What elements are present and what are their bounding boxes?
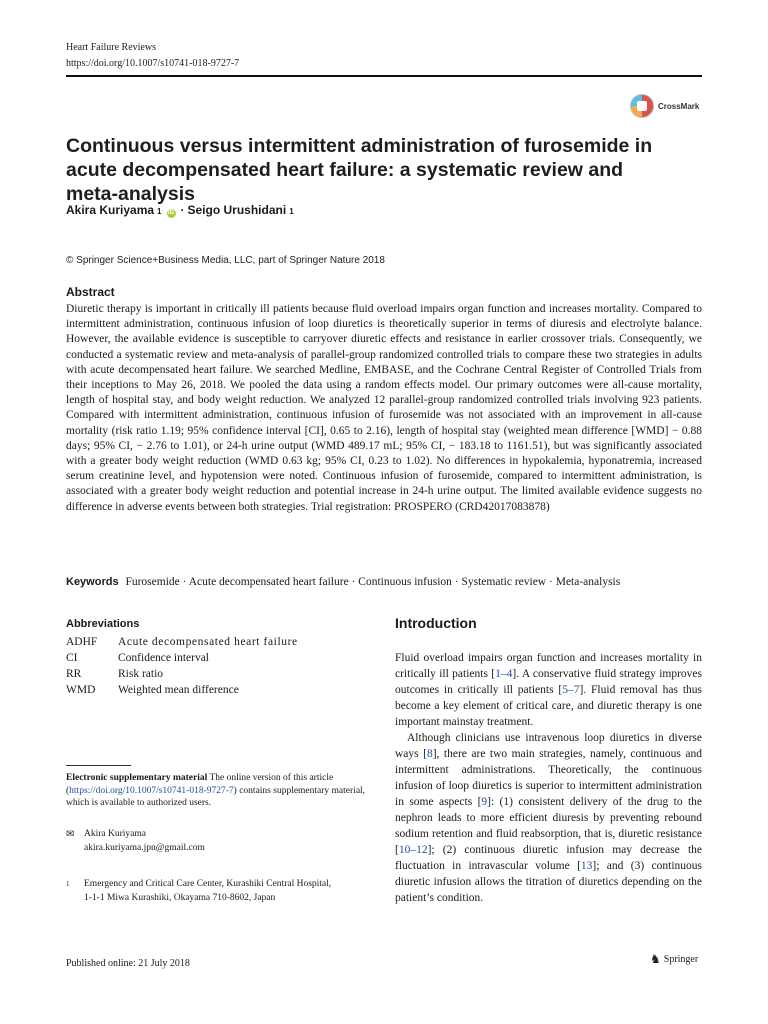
abbreviation-key: RR [66, 668, 82, 680]
keywords-list [125, 576, 620, 588]
abbreviation-value: Acute decompensated heart failure [118, 636, 298, 648]
abbreviation-row [66, 634, 316, 650]
abbreviation-value: Weighted mean difference [118, 684, 239, 696]
envelope-icon: ✉ [66, 829, 75, 840]
crossmark-badge[interactable] [630, 94, 699, 118]
introduction-paragraph [395, 730, 702, 906]
footnote-rule [66, 765, 131, 766]
journal-header [66, 40, 239, 72]
paragraph-text: ]; (2) continuous diuretic infusion may decrease the fluctuation in intravascular volume [ [395, 844, 702, 872]
keyword: Meta-analysis [555, 576, 621, 588]
affiliation-number: 1 [66, 880, 70, 888]
supplementary-heading: Electronic supplementary material [66, 773, 208, 783]
affiliation-line: Emergency and Critical Care Center, Kurashiki Central Hospital, [84, 879, 332, 889]
keyword-separator: · [546, 576, 556, 588]
supplementary-text-post: ) contains supplementary material, which is available to authorized users. [66, 785, 366, 808]
abbreviation-value: Risk ratio [118, 668, 164, 680]
citation-link[interactable]: 9 [481, 796, 488, 808]
author-name[interactable]: Seigo Urushidani [187, 203, 287, 217]
orcid-icon[interactable]: iD [168, 210, 174, 216]
paragraph-text: ]; and (3) continuous diuretic infusion allows the titration of diuretics depending on the patient’s condition. [395, 860, 702, 904]
abbreviation-row [66, 682, 316, 698]
article-title: Continuous versus intermittent administration of furosemide in acute decompensated heart failure: a systematic review and meta-analysis [66, 135, 653, 205]
paragraph-text: Fluid overload impairs organ function and increases mortality in critically ill patients [ [395, 652, 702, 680]
abstract-text: Diuretic therapy is important in critically ill patients because fluid overload impairs organ function and increases mortality. Compared to intermittent administration, continuous infusion of loop diuretics is theoretically superior in terms of diuresis and electrolyte balance. However, the available evidence is susceptible to carryover diuretic effects and resistance in earlier crossover trials. Consequently, we conducted a systematic review and meta-analysis of parallel-group randomized controlled trials to compare these two strategies in adults with acute decompensated heart failure. We searched Medline, EMBASE, and the Cochrane Central Register of Controlled Trials from their inceptions to May 26, 2018. We pooled the data using a random effects model. Our primary outcomes were all-cause mortality, length of hospital stay, and body weight reduction. We analyzed 12 parallel-group randomized controlled trials involving 923 patients. Compared with intermittent administration, continuous infusion of furosemide was not associated with an improvement in all-cause mortality (risk ratio 1.19; 95% confidence interval [CI], 0.65 to 2.16), length of hospital stay (weighted mean difference [WMD] − 0.88 days; 95% CI, − 2.76 to 1.01), or 24-h urine output (WMD 489.17 mL; 95% CI, − 183.18 to 1161.51), but was significantly associated with a greater body weight reduction (WMD 0.63 kg; 95% CI, 0.23 to 1.02). No differences in hypokalemia, hyponatremia, increased serum creatinine level, and hypotension were noted. Continuous infusion of furosemide, compared to intermittent administration, is associated with a greater body weight reduction and potential increase in 24-h urine output. The limited available evidence suggests no difference in adverse events between both strategies. Trial registration: PROSPERO (CRD42017083878) [66, 303, 702, 513]
citation-link[interactable]: 8 [426, 748, 433, 760]
supplementary-text-pre: The online version of this article ( [66, 773, 334, 796]
keyword-separator: · [179, 576, 189, 588]
keywords-heading: Keywords [66, 576, 119, 588]
abbreviations-list [66, 634, 316, 698]
keyword: Furosemide [125, 576, 180, 588]
supplementary-note [66, 772, 366, 810]
citation-link[interactable]: 1–4 [495, 668, 513, 680]
abbreviation-row [66, 666, 316, 682]
abbreviation-value: Confidence interval [118, 652, 210, 664]
springer-horse-icon: ♞ [650, 952, 661, 966]
header-rule [66, 75, 702, 77]
paragraph-text: ], there are two main strategies, namely, continuous and intermittent administrations. Theoretically, the continuous infusion of loop diuretics is superior to intermittent administration in some aspects [ [395, 748, 703, 808]
paragraph-text: ]. A conservative fluid strategy improves outcomes in critically ill patients [ [395, 668, 702, 696]
publisher-name: Springer [663, 954, 699, 965]
abstract-heading: Abstract [66, 285, 115, 299]
keyword: Systematic review [461, 576, 547, 588]
author-affiliation-sup: 1 [157, 207, 162, 216]
affiliation-line: 1-1-1 Miwa Kurashiki, Okayama 710-8602, Japan [84, 892, 276, 903]
keyword-separator: · [451, 576, 462, 588]
keywords [66, 576, 706, 588]
supplementary-link[interactable]: https://doi.org/10.1007/s10741-018-9727-7 [69, 785, 234, 796]
author-separator: · [180, 203, 185, 217]
corresponding-author [66, 828, 205, 855]
abbreviation-key: WMD [66, 684, 96, 696]
abbreviation-key: CI [66, 652, 78, 664]
published-date: Published online: 21 July 2018 [66, 958, 190, 969]
citation-link[interactable]: 5–7 [562, 684, 580, 696]
copyright-notice: © Springer Science+Business Media, LLC, part of Springer Nature 2018 [66, 255, 385, 266]
citation-link[interactable]: 13 [580, 860, 593, 872]
crossmark-icon [630, 94, 654, 118]
keyword: Acute decompensated heart failure [188, 576, 349, 588]
publisher-logo[interactable] [650, 952, 698, 967]
author-affiliation-sup: 1 [289, 207, 294, 216]
author-list [66, 203, 294, 218]
affiliation [66, 878, 331, 905]
citation-link[interactable]: 10–12 [398, 844, 428, 856]
abbreviations-heading: Abbreviations [66, 618, 140, 630]
abbreviation-row [66, 650, 316, 666]
author-name[interactable]: Akira Kuriyama [66, 203, 155, 217]
introduction-paragraph [395, 650, 702, 730]
keyword: Continuous infusion [358, 576, 452, 588]
journal-name: Heart Failure Reviews [66, 42, 156, 53]
keyword-separator: · [348, 576, 359, 588]
introduction-body [395, 650, 702, 906]
paragraph-text: Although clinicians use intravenous loop diuretics in diverse ways [ [395, 732, 702, 760]
contact-name: Akira Kuriyama [84, 829, 146, 839]
paragraph-text: ]. Fluid removal has thus become a key element of critical care, and diuretic therapy is one important mainstay treatment. [395, 684, 703, 728]
abbreviation-key: ADHF [66, 636, 98, 648]
crossmark-label: CrossMark [658, 101, 700, 111]
paragraph-text: ]: (1) consistent delivery of the drug to the nephron leads to more efficient diuresis by preventing rebound sodium retention and fluid reabsorption, that is, diuretic resistance [ [395, 796, 702, 856]
introduction-heading: Introduction [395, 615, 477, 631]
journal-doi[interactable]: https://doi.org/10.1007/s10741-018-9727-7 [66, 58, 240, 69]
contact-email[interactable]: akira.kuriyama.jpn@gmail.com [84, 842, 205, 853]
